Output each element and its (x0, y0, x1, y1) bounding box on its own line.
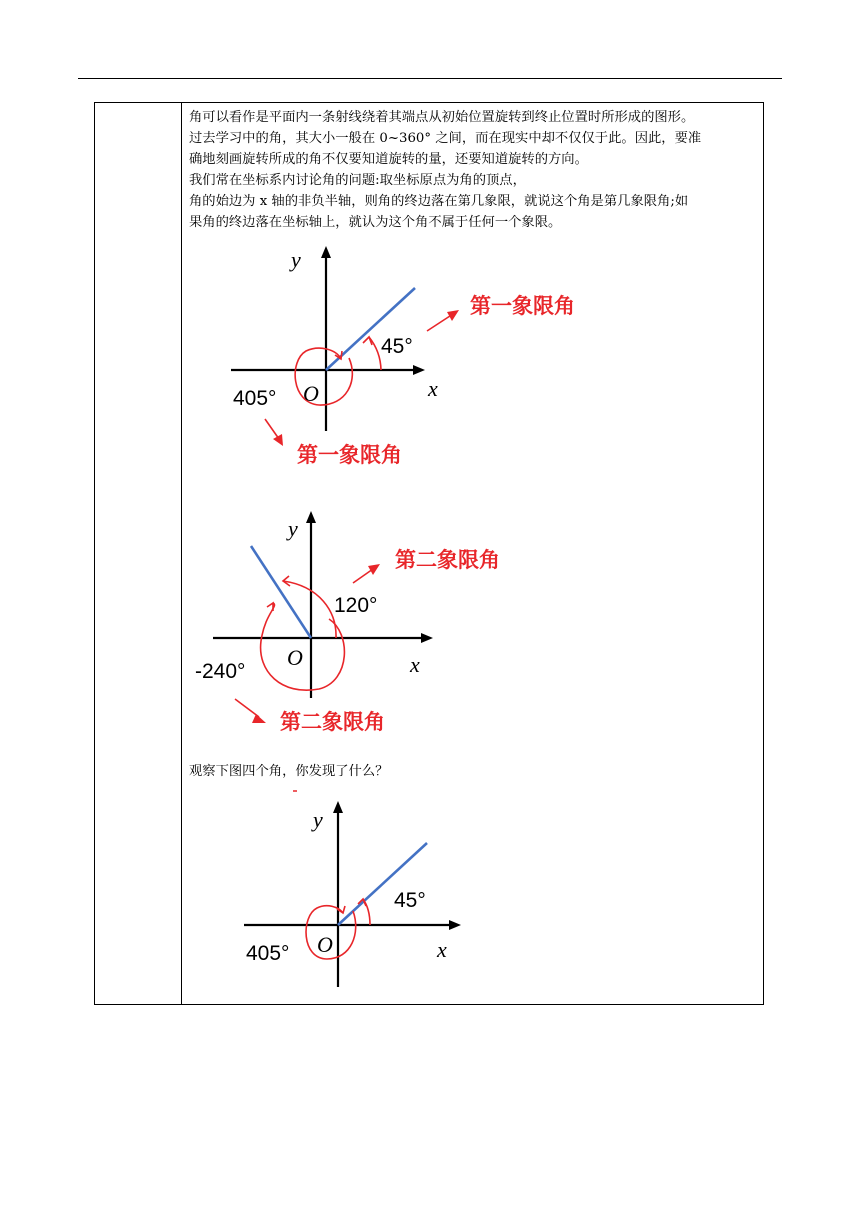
tag-second-quadrant-top: 第二象限角 (395, 548, 500, 572)
figure-observe-angles (95, 103, 765, 1006)
content-table (94, 102, 764, 1005)
question-text: 观察下图四个角，你发现了什么？ (189, 764, 389, 779)
intro-line-6: 果角的终边落在坐标轴上，就认为这个角不属于任何一个象限。 (189, 215, 562, 230)
origin-label: O (317, 932, 333, 957)
tag-second-quadrant-bottom: 第二象限角 (280, 710, 385, 734)
tag-first-quadrant-top: 第一象限角 (470, 294, 575, 318)
origin-label: O (287, 645, 303, 670)
intro-line-1: 角可以看作是平面内一条射线绕着其端点从初始位置旋转到终止位置时所形成的图形。 (189, 110, 695, 125)
intro-line-5: 角的始边为 x 轴的非负半轴，则角的终边落在第几象限，就说这个角是第几象限角;如 (189, 194, 689, 209)
angle-120-label: 120° (334, 594, 378, 617)
angle-45-label: 45° (394, 889, 426, 912)
angle-neg240-label: -240° (195, 660, 246, 683)
x-axis-label: x (428, 376, 438, 401)
intro-line-4: 我们常在坐标系内讨论角的问题:取坐标原点为角的顶点， (189, 173, 526, 188)
x-axis-label: x (437, 937, 447, 962)
angle-405-label: 405° (233, 387, 277, 410)
y-axis-label: y (313, 807, 323, 832)
x-axis-label: x (410, 652, 420, 677)
angle-405-label: 405° (246, 942, 290, 965)
tag-first-quadrant-bottom: 第一象限角 (297, 443, 402, 467)
intro-line-3: 确地刻画旋转所成的角不仅要知道旋转的量，还要知道旋转的方向。 (189, 152, 588, 167)
angle-45-label: 45° (381, 335, 413, 358)
header-rule (78, 78, 782, 79)
intro-line-2: 过去学习中的角，其大小一般在 0~360° 之间，而在现实中却不仅仅于此。因此，要准 (189, 131, 702, 146)
y-axis-label: y (291, 247, 301, 272)
origin-label: O (303, 381, 319, 406)
y-axis-label: y (288, 516, 298, 541)
terminal-ray (338, 843, 427, 925)
